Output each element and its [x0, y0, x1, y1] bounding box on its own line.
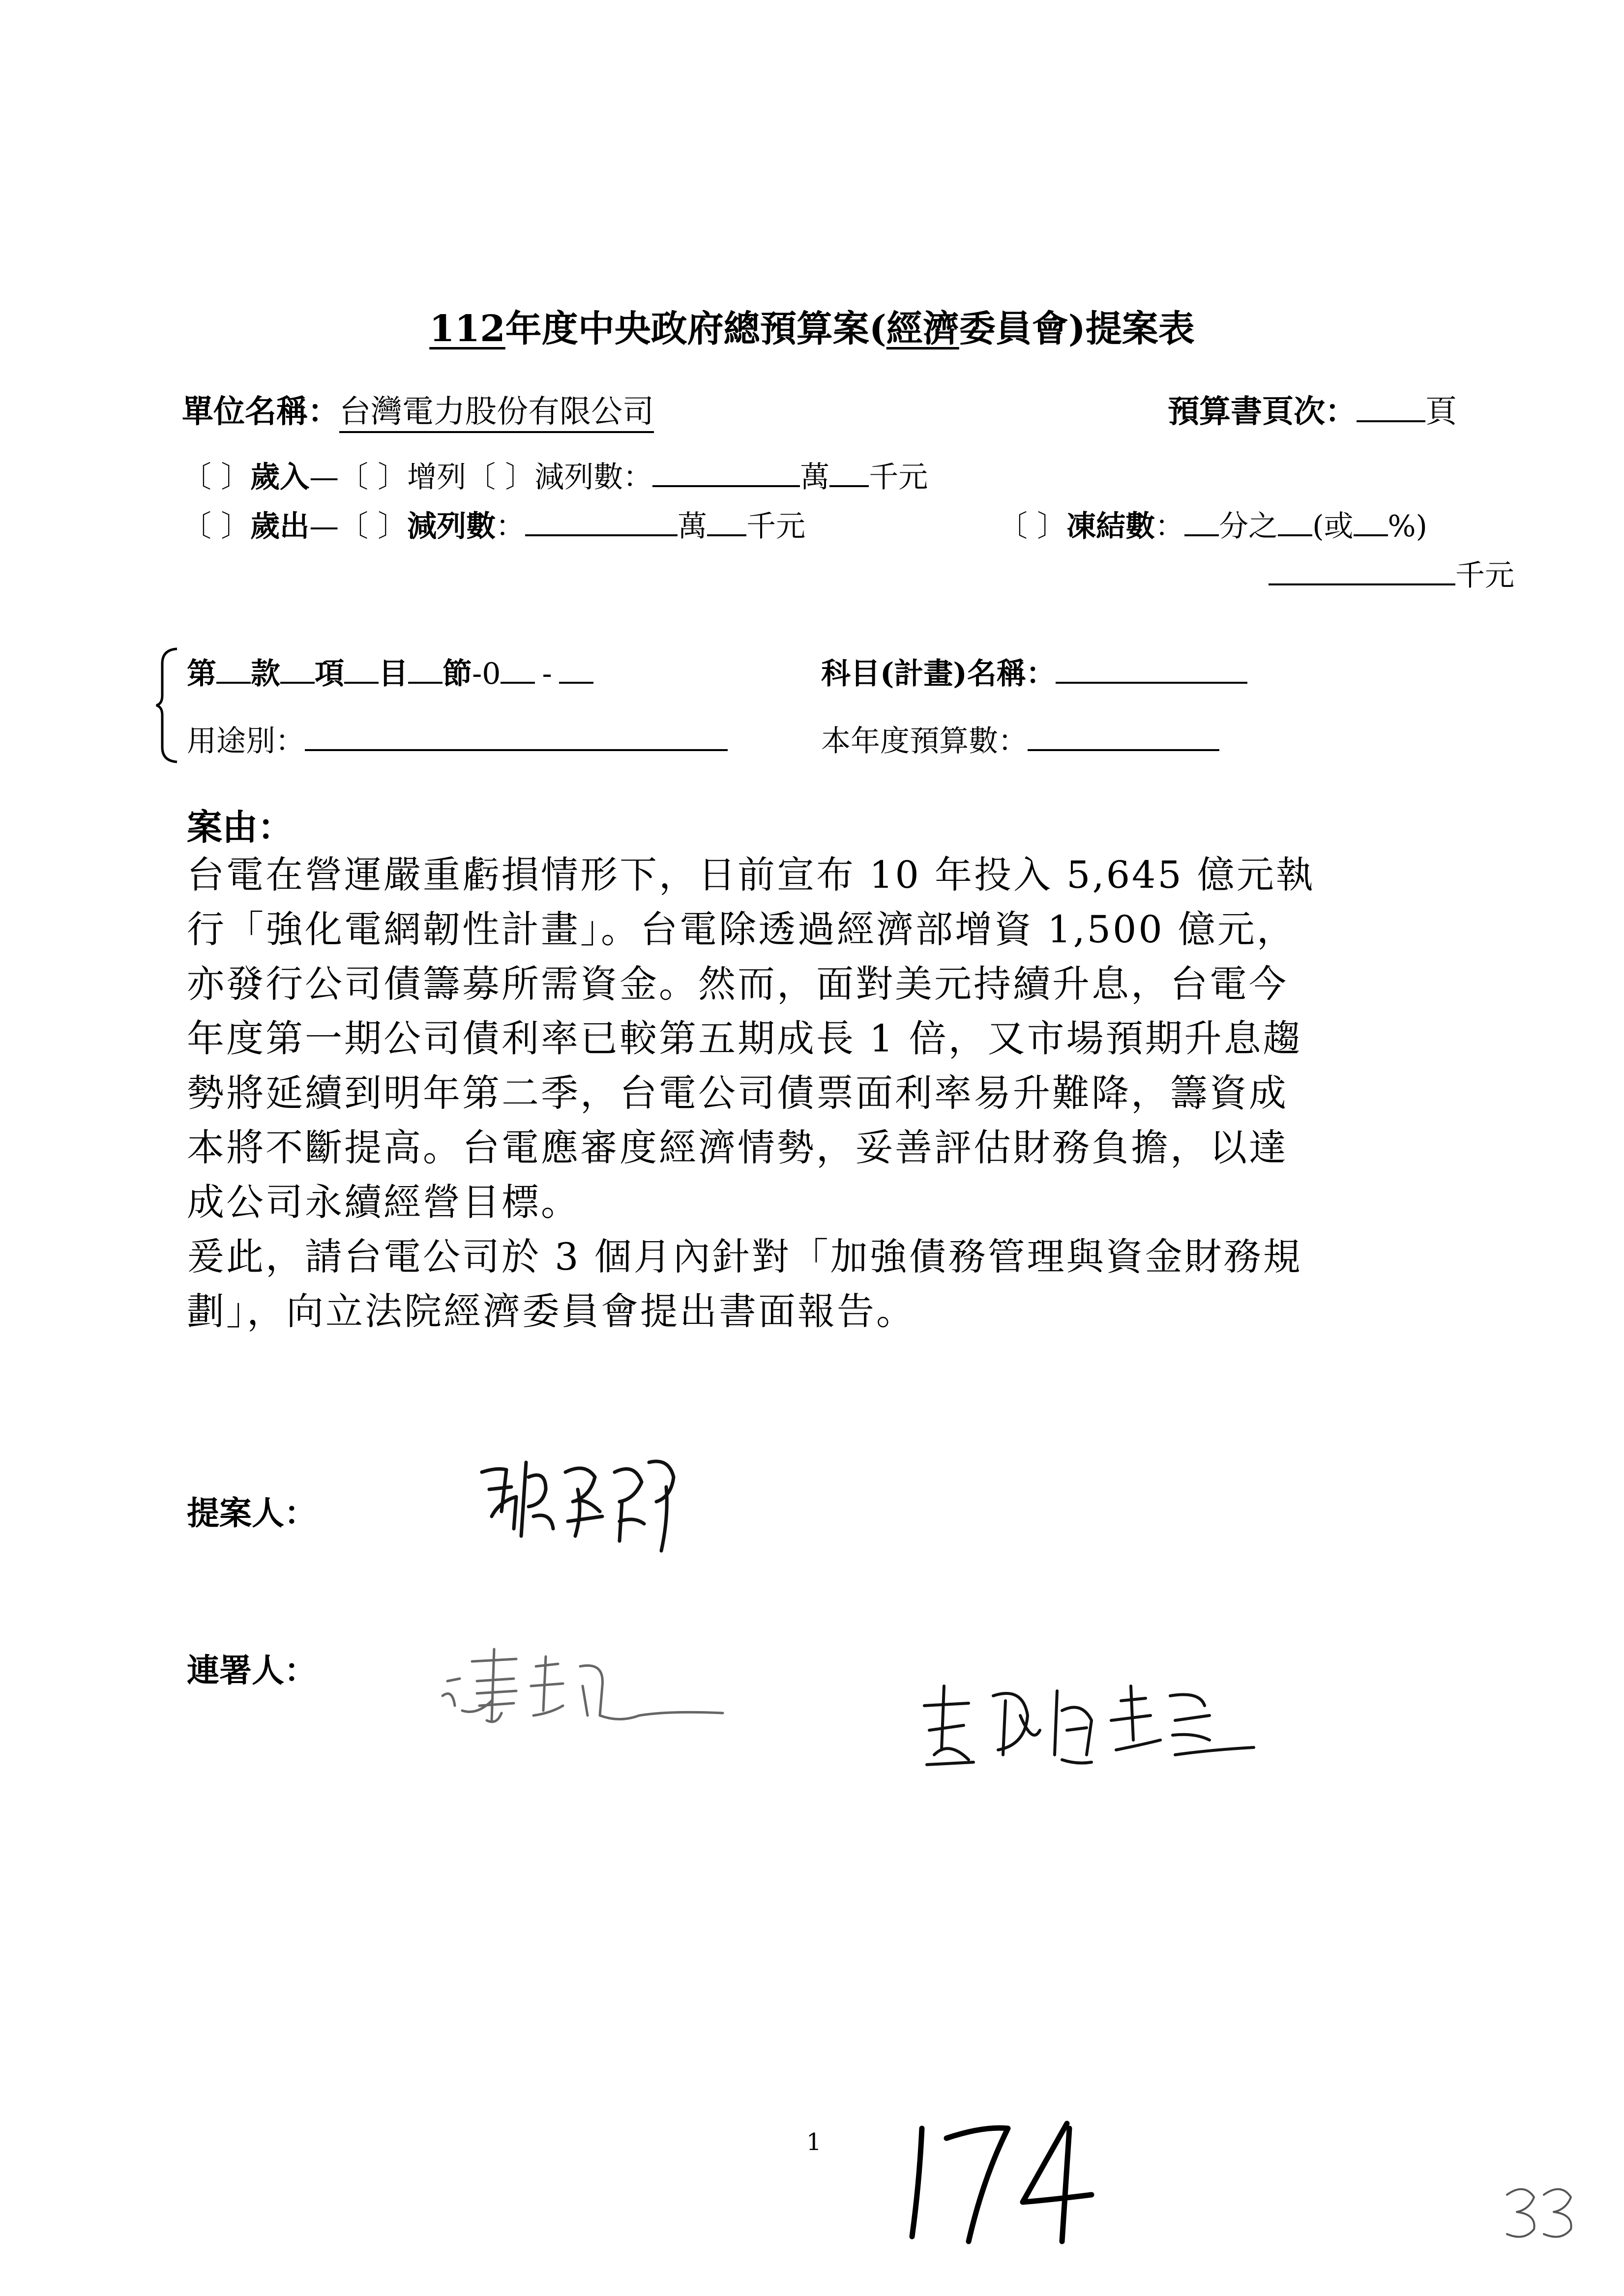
- item-di: 第: [187, 657, 216, 691]
- usage-row: [187, 724, 728, 756]
- handwritten-number: [900, 2109, 1096, 2248]
- freeze-label: 凍結數: [1066, 509, 1155, 544]
- cosigner-signature-2: [915, 1666, 1259, 1781]
- page-number: 1: [806, 2128, 822, 2156]
- subject-blank: [1056, 656, 1247, 684]
- expense-colon: ：: [496, 509, 526, 544]
- reason-line: 年度第一期公司債利率已較第五期成長 1 倍，又市場預期升息趨: [187, 1017, 1302, 1060]
- reason-line: 劃」，向立法院經濟委員會提出書面報告。: [187, 1289, 915, 1333]
- freeze-amount-blank: [1269, 558, 1455, 585]
- title-year: 112: [429, 308, 505, 350]
- freeze-row: [998, 509, 1427, 544]
- reason-label: 案由：: [187, 806, 294, 848]
- unit-value: 台灣電力股份有限公司: [339, 394, 654, 433]
- unit-row: [182, 386, 654, 432]
- reason-line: 勢將延續到明年第二季，台電公司債票面利率易升難降，籌資成: [187, 1071, 1288, 1115]
- item-brace: [148, 644, 187, 767]
- title-suffix: 委員會)提案表: [959, 308, 1195, 350]
- item-jie-blank: [501, 656, 535, 684]
- item-mu: 目: [379, 657, 408, 691]
- freeze-bracket: 〔 〕: [998, 509, 1067, 544]
- freeze-or-open: (或: [1312, 509, 1354, 544]
- freeze-amount-row: [1269, 558, 1514, 593]
- freeze-percent-close: %): [1388, 509, 1427, 544]
- subject-row: [821, 656, 1247, 689]
- subject-label: 科目(計畫)名稱：: [821, 657, 1056, 691]
- income-wan: 萬: [800, 460, 830, 494]
- income-bracket-1: 〔 〕: [182, 460, 251, 494]
- reason-line: 台電在營運嚴重虧損情形下，日前宣布 10 年投入 5,645 億元執: [187, 853, 1315, 897]
- budget-page-row: [1168, 386, 1457, 432]
- usage-blank: [305, 724, 728, 751]
- freeze-denominator-blank: [1184, 509, 1219, 536]
- freeze-percent-blank: [1354, 509, 1388, 536]
- reason-line: 亦發行公司債籌募所需資金。然而，面對美元持續升息，台電今: [187, 962, 1288, 1006]
- cosigner-label: 連署人：: [187, 1651, 317, 1689]
- proposer-signature: [472, 1443, 688, 1572]
- item-dash: -: [542, 657, 552, 691]
- title-committee: 經濟: [886, 308, 959, 350]
- income-bracket-3: 〔 〕: [466, 460, 535, 494]
- item-mu-blank: [408, 656, 443, 684]
- cosigner-signature-1: [433, 1642, 728, 1732]
- income-decrease-label: 減列數：: [534, 460, 653, 494]
- income-thousand-blank: [829, 460, 869, 487]
- reason-line: 本將不斷提高。台電應審度經濟情勢，妥善評估財務負擔，以達: [187, 1126, 1288, 1169]
- title-prefix: 年度中央政府總預算案(: [505, 308, 886, 350]
- item-xiang: 項: [315, 657, 344, 691]
- item-xiang-blank: [344, 656, 379, 684]
- item-kuan: 款: [251, 657, 280, 691]
- item-row: [187, 656, 593, 689]
- reason-line: 成公司永續經營目標。: [187, 1180, 580, 1224]
- item-dash-zero: -0: [472, 657, 501, 691]
- expense-wan: 萬: [678, 509, 708, 544]
- reason-line: 行「強化電網韌性計畫」。台電除透過經濟部增資 1,500 億元，: [187, 907, 1296, 951]
- form-title: [0, 300, 1624, 352]
- budget-page-suffix: 頁: [1425, 394, 1457, 430]
- expense-row: [182, 509, 806, 544]
- income-amount-blank: [652, 460, 800, 487]
- expense-amount-blank: [525, 509, 678, 536]
- item-jie: 節: [443, 657, 472, 691]
- item-kuan-blank: [280, 656, 315, 684]
- budget-page-label: 預算書頁次：: [1168, 393, 1357, 430]
- income-dash: —: [309, 460, 339, 494]
- current-budget-row: [821, 724, 1219, 756]
- freeze-numerator-blank: [1278, 509, 1312, 536]
- income-increase-label: 增列: [407, 460, 467, 494]
- current-budget-label: 本年度預算數：: [821, 724, 1028, 758]
- expense-thousand-blank: [707, 509, 746, 536]
- expense-dash: —: [309, 509, 339, 544]
- expense-bracket-2: 〔 〕: [339, 509, 408, 544]
- corner-number: [1500, 2178, 1588, 2248]
- item-last-blank: [559, 656, 593, 684]
- income-label: 歲入: [250, 460, 310, 494]
- expense-bracket-1: 〔 〕: [182, 509, 251, 544]
- usage-label: 用途別：: [187, 724, 305, 758]
- income-row: [182, 460, 928, 492]
- expense-label: 歲出: [250, 509, 310, 544]
- current-budget-blank: [1028, 724, 1219, 751]
- income-qianyuan: 千元: [869, 460, 928, 494]
- freeze-amount-unit: 千元: [1455, 558, 1514, 593]
- proposer-label: 提案人：: [187, 1494, 317, 1532]
- reason-line: 爰此，請台電公司於 3 個月內針對「加強債務管理與資金財務規: [187, 1235, 1302, 1279]
- income-bracket-2: 〔 〕: [339, 460, 408, 494]
- budget-page-blank: [1357, 395, 1425, 422]
- freeze-colon: ：: [1155, 509, 1185, 544]
- unit-label: 單位名稱：: [182, 393, 339, 430]
- expense-qianyuan: 千元: [746, 509, 806, 544]
- expense-decrease-label: 減列數: [407, 509, 496, 544]
- item-di-blank: [216, 656, 251, 684]
- freeze-fraction: 分之: [1219, 509, 1278, 544]
